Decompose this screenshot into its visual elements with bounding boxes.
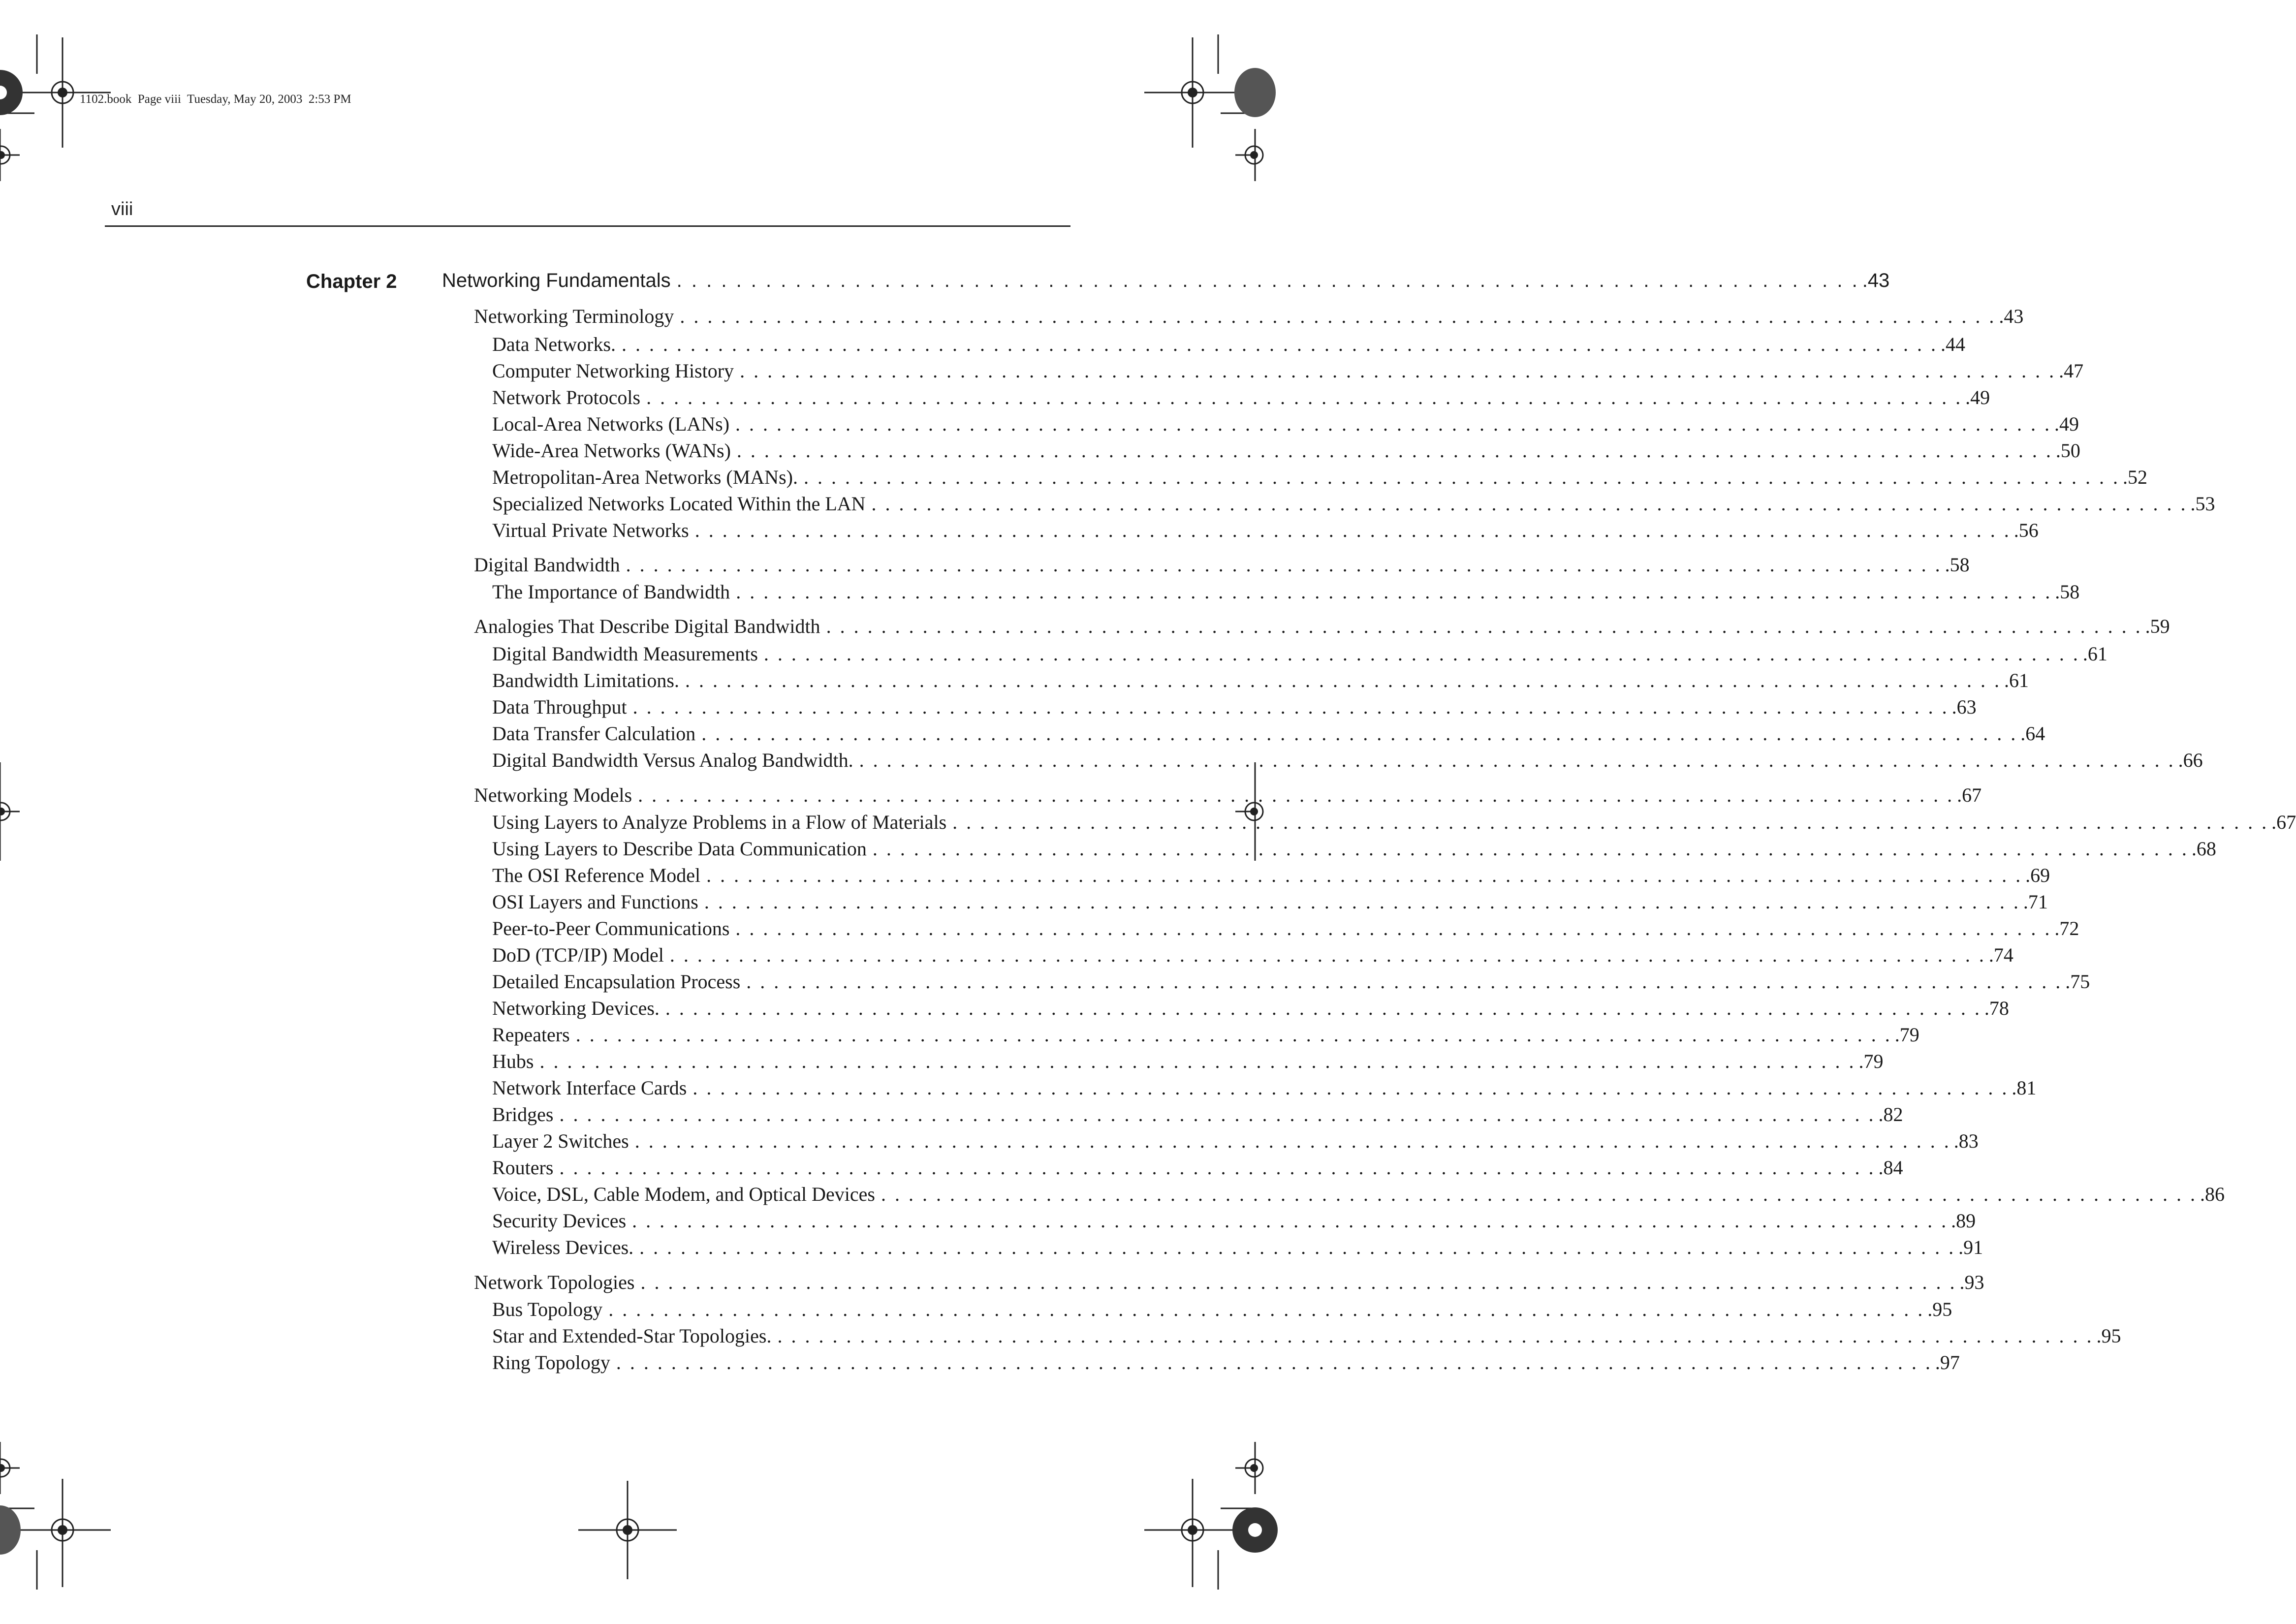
toc-entry-title: Digital Bandwidth [474,554,620,576]
toc-subsection-entry[interactable] [492,1023,1919,1046]
dot-leader: . . . . . . . . . . . . . . . . . . . . . . . . . . . . . . . . . . . . . . . . . . . . . . . . . . . . . . . . . . . . . . . . . . . . . . . . . . . . . . . . . . . . . . . . . . . . . . . . [646,386,1963,408]
toc-subsection-entry[interactable] [492,1324,2121,1347]
dot-leader: . . . . . . . . . . . . . . . . . . . . . . . . . . . . . . . . . . . . . . . . . . . . . . . . . . . . . . . . . . . . . . . . . . . . . . . . . . . . . . . . . . . . . . . . . . . . . . . . [694,519,2011,541]
dot-leader: . . . . . . . . . . . . . . . . . . . . . . . . . . . . . . . . . . . . . . . . . . . . . . . . . . . . . . . . . . . . . . . . . . . . . . . . . . . . . . . . . . . . . . . . . . . . . . . . [669,944,1986,966]
toc-entry-page: .49 [1965,386,1990,408]
toc-entry-title: Ring Topology [492,1351,610,1374]
toc-subsection-entry[interactable] [492,1236,1983,1259]
toc-entry-page: .67 [1957,784,1982,806]
toc-entry-page: .50 [2055,439,2080,462]
dot-leader: . . . . . . . . . . . . . . . . . . . . . . . . . . . . . . . . . . . . . . . . . . . . . . . . . . . . . . . . . . . . . . . . . . . . . . . . . . . . . . . . . . . . . . . . . . . . . . . . [746,970,2063,993]
toc-entry-page: .69 [2025,864,2050,886]
toc-subsection-entry[interactable] [492,642,2107,665]
toc-entry-title: Layer 2 Switches [492,1130,629,1152]
toc-entry-page: .61 [2004,669,2029,691]
toc-entry-page: .59 [2145,615,2170,637]
dot-leader: . . . . . . . . . . . . . . . . . . . . . . . . . . . . . . . . . . . . . . . . . . . . . . . . . . . . . . . . . . . . . . . . . . . . . . . . . . . . . . . . . . . . . . . . . . . . . . . . [736,439,2053,462]
crosshair-icon [1235,1442,1263,1494]
dot-leader: . . . . . . . . . . . . . . . . . . . . . . . . . . . . . . . . . . . . . . . . . . . . . . . . . . . . . . . . . . . . . . . . . . . . . . . . . . . . . . . . . . . . . . . . . . . . . . . . [680,305,1996,327]
toc-subsection-entry[interactable] [492,837,2216,860]
dot-leader: . . . . . . . . . . . . . . . . . . . . . . . . . . . . . . . . . . . . . . . . . . . . . . . . . . . . . . . . . . . . . . . . . . . . . . . . . . . . . . . . . . . . . . . . . . . . . . . . [871,493,2188,515]
toc-subsection-entry[interactable] [492,412,2079,436]
dot-leader: . . . . . . . . . . . . . . . . . . . . . . . . . . . . . . . . . . . . . . . . . . . . . . . . . . . . . . . . . . . . . . . . . . . . . . . . . . . . . . . . . . . . . . . . . . . . . . . . [634,1130,1951,1152]
dot-leader: . . . . . . . . . . . . . . . . . . . . . . . . . . . . . . . . . . . . . . . . . . . . . . . . . . . . . . . . . . . . . . . . . . . . . . . . . . . . . . . . . . . . . . . . . . . . . . . . [632,1210,1949,1232]
toc-subsection-entry[interactable] [492,811,2296,834]
toc-entry-page: .89 [1951,1210,1976,1232]
toc-entry-page: .63 [1951,696,1977,718]
toc-subsection-entry[interactable] [492,669,2029,692]
dot-leader: . . . . . . . . . . . . . . . . . . . . . . . . . . . . . . . . . . . . . . . . . . . . . . . . . . . . . . . . . . . . . . . . . . . . . . . . . . . . . . . . . . . . . . . . . . . . . . . . [777,1325,2094,1347]
toc-entry-title: Computer Networking History [492,360,734,382]
toc-entry-title: Networking Devices. [492,997,660,1019]
toc-entry-title: Data Transfer Calculation [492,722,696,745]
toc-entry-title: Using Layers to Describe Data Communication [492,838,867,860]
toc-entry-page: .72 [2054,917,2079,939]
dot-leader: . . . . . . . . . . . . . . . . . . . . . . . . . . . . . . . . . . . . . . . . . . . . . . . . . . . . . . . . . . . . . . . . . . . . . . . . . . . . . . . . . . . . . . . . . . . . . . . . [701,722,2018,745]
dot-leader: . . . . . . . . . . . . . . . . . . . . . . . . . . . . . . . . . . . . . . . . . . . . . . . . . . . . . . . . . . . . . . . . . . . . . . . . . . . . . . . . . . . . . . . . . . . . . . . . [640,1271,1957,1293]
page-number: viii [111,199,133,219]
toc-subsection-entry[interactable] [492,749,2203,772]
toc-subsection-entry[interactable] [492,580,2080,603]
toc-entry-title: Digital Bandwidth Versus Analog Bandwidth. [492,749,853,771]
dot-leader: . . . . . . . . . . . . . . . . . . . . . . . . . . . . . . . . . . . . . . . . . . . . . . . . . . . . . . . . . . . . . . . . . . . . . . . . . . . . . . . . . . . . . . . . . . . . . . . . [736,581,2052,603]
dot-leader: . . . . . . . . . . . . . . . . . . . . . . . . . . . . . . . . . . . . . . . . . . . . . . . . . . . . . . . . . . . . . . . . . . . . . . . . . . . . . . . . . . . . . . . . . . . . . . . . [735,413,2052,435]
toc-entry-title: The OSI Reference Model [492,864,701,886]
toc-entry-page: .97 [1935,1351,1960,1374]
toc-subsection-entry[interactable] [492,695,1977,718]
toc-entry-title: Bandwidth Limitations. [492,669,679,691]
toc-entry-title: Network Interface Cards [492,1077,687,1099]
toc-entry-title: Virtual Private Networks [492,519,689,541]
toc-entry-title: Wireless Devices. [492,1236,634,1258]
chapter-title-entry[interactable] [442,270,1890,292]
toc-entry-title: Using Layers to Analyze Problems in a Flow of Materials [492,811,947,833]
print-slug: 1102.book Page viii Tuesday, May 20, 2003 2:53 PM [80,93,351,106]
dot-leader: . . . . . . . . . . . . . . . . . . . . . . . . . . . . . . . . . . . . . . . . . . . . . . . . . . . . . . . . . . . . . . . . . . . . . . . . . . . . . . . . . . . . . . . . . . . . . . . . [559,1156,1876,1179]
crosshair-icon [1235,129,1263,181]
dot-leader: . . . . . . . . . . . . . . . . . . . . . . . . . . . . . . . . . . . . . . . . . . . . . . . . . . . . . . . . . . . . . . . . . . . . . . . . . . . . . . . . . . . . . . . . . . . . . . . . [616,1351,1932,1374]
dot-leader: . . . . . . . . . . . . . . . . . . . . . . . . . . . . . . . . . . . . . . . . . . . . . . . . . . . . . . . . . . . . . . . . . . . . . . . . . . . . . . . . . . . . . . . . . . . . . . . . [632,696,1949,718]
toc-entry-page: .71 [2023,891,2048,913]
dot-leader: . . . . . . . . . . . . . . . . . . . . . . . . . . . . . . . . . . . . . . . . . . . . . . . . . . . . . . . . . . . . . . . . . . . . . . . . . . . . . . . . . . . . . . . . . . . . . . . . [704,891,2020,913]
header-rule [105,225,1070,227]
dot-leader: . . . . . . . . . . . . . . . . . . . . . . . . . . . . . . . . . . . . . . . . . . . . . . . . . . . . . . . . . . . . . . . . . . . . . . . . . . . . . . . . . . . . . . . . . . . . . . . . [692,1077,2009,1099]
toc-entry-page: .86 [2200,1183,2225,1205]
toc-subsection-entry[interactable] [492,1103,1903,1126]
toc-entry-page: .75 [2065,970,2090,993]
toc-entry-title: Network Protocols [492,386,641,408]
dot-leader: . . . . . . . . . . . . . . . . . . . . . . . . . . . . . . . . . . . . . . . . . . . . . . . . . . . . . . . . . . . . . . . . . . . . . . . . . . . . . . . . . . . . . . . . . . . . . . . . [575,1024,1892,1046]
toc-entry-page: .79 [1894,1024,1919,1046]
dot-leader: . . . . . . . . . . . . . . . . . . . . . . . . . . . . . . . . . . . . . . . . . . . . . . . . . . . . . . . . . . . . . . . . . . . . . . . . . . . . . . . . . . . . . . . . . . . . . . . . [665,997,1981,1019]
toc-entry-page: .43 [1999,305,2024,327]
toc-section-entry[interactable] [474,553,1970,576]
toc-entry-title: Data Throughput [492,696,627,718]
toc-subsection-entry[interactable] [492,1298,1952,1321]
toc-entry-page: .61 [2082,643,2107,665]
toc-entry-page: .49 [2054,413,2079,435]
dot-leader: . . . . . . . . . . . . . . . . . . . . . . . . . . . . . . . . . . . . . . . . . . . . . . . . . . . . . . . . . . . . . . . . . . . . . . . . . . . . . . . . . . . . . . . . . . . . . . . . [763,643,2080,665]
toc-entry-page: .91 [1958,1236,1983,1258]
toc-section-entry[interactable] [474,1271,1984,1294]
toc-subsection-entry[interactable] [492,519,2039,542]
toc-entry-title: Repeaters [492,1024,570,1046]
dot-leader: . . . . . . . . . . . . . . . . . . . . . . . . . . . . . . . . . . . . . . . . . . . . . . . . . . . . . . . . . . . . . . . . . . . . . . . . . . . . . . . . . . . . . . . . . . . . . . . . [740,360,2056,382]
toc-entry-title: Detailed Encapsulation Process [492,970,741,993]
toc-subsection-entry[interactable] [492,359,2084,382]
toc-entry-title: Voice, DSL, Cable Modem, and Optical Devices [492,1183,875,1205]
toc-subsection-entry[interactable] [492,722,2045,745]
toc-subsection-entry[interactable] [492,1129,1979,1153]
toc-entry-title: Networking Terminology [474,305,674,327]
toc-entry-page: .82 [1878,1103,1903,1125]
toc-entry-page: .95 [2096,1325,2121,1347]
dot-leader: . . . . . . . . . . . . . . . . . . . . . . . . . . . . . . . . . . . . . . . . . . . . . . . . . . . . . . . . . . . . . . . . . . . . . . . . . . . . . . . . . . . . . . . . . . . . . . . . [881,1183,2197,1205]
dot-leader: . . . . . . . . . . . . . . . . . . . . . . . . . . . . . . . . . . . . . . . . . . . . . . . . . . . . . . . . . . . . . . . . . . . . . . . . . . . . . . . . . . . . . . . . . . . . . . . . [872,838,2189,860]
toc-entry-page: .58 [2055,581,2080,603]
toc-subsection-entry[interactable] [492,439,2080,462]
toc-entry-title: DoD (TCP/IP) Model [492,944,664,966]
dot-leader: . . . . . . . . . . . . . . . . . . . . . . . . . . . . . . . . . . . . . . . . . . . . . . . . . . . . . . . . . . . . . . . . . . . . . . . . . . . . . . . . [676,270,1859,291]
dot-leader: . . . . . . . . . . . . . . . . . . . . . . . . . . . . . . . . . . . . . . . . . . . . . . . . . . . . . . . . . . . . . . . . . . . . . . . . . . . . . . . . . . . . . . . . . . . . . . . . [803,466,2120,488]
dot-leader: . . . . . . . . . . . . . . . . . . . . . . . . . . . . . . . . . . . . . . . . . . . . . . . . . . . . . . . . . . . . . . . . . . . . . . . . . . . . . . . . . . . . . . . . . . . . . . . . [608,1298,1925,1320]
toc-entry-title: Bus Topology [492,1298,603,1320]
toc-entry-title: Security Devices [492,1210,627,1232]
toc-entry-page: .79 [1858,1050,1884,1072]
toc-subsection-entry[interactable] [492,1156,1903,1179]
dot-leader: . . . . . . . . . . . . . . . . . . . . . . . . . . . . . . . . . . . . . . . . . . . . . . . . . . . . . . . . . . . . . . . . . . . . . . . . . . . . . . . . . . . . . . . . . . . . . . . . [638,784,1954,806]
toc-entry-title: Digital Bandwidth Measurements [492,643,758,665]
toc-subsection-entry[interactable] [492,864,2050,887]
toc-entry-page: .66 [2178,749,2203,771]
toc-entry-title: Routers [492,1156,554,1179]
toc-entry-page: .52 [2122,466,2147,488]
dot-leader: . . . . . . . . . . . . . . . . . . . . . . . . . . . . . . . . . . . . . . . . . . . . . . . . . . . . . . . . . . . . . . . . . . . . . . . . . . . . . . . . . . . . . . . . . . . . . . . . [539,1050,1856,1072]
toc-entry-title: Data Networks. [492,333,616,355]
toc-subsection-entry[interactable] [492,1076,2037,1099]
dot-leader: . . . . . . . . . . . . . . . . . . . . . . . . . . . . . . . . . . . . . . . . . . . . . . . . . . . . . . . . . . . . . . . . . . . . . . . . . . . . . . . . . . . . . . . . . . . . . . . . [706,864,2023,886]
toc-entry-page: .84 [1878,1156,1903,1179]
toc-entry-title: Bridges [492,1103,554,1125]
toc-entry-title: The Importance of Bandwidth [492,581,730,603]
star-target-icon [0,70,23,115]
toc-subsection-entry[interactable] [492,1209,1976,1232]
toc-subsection-entry[interactable] [492,917,2079,940]
toc-subsection-entry[interactable] [492,970,2090,993]
chapter-page: .43 [1862,270,1890,291]
dot-leader: . . . . . . . . . . . . . . . . . . . . . . . . . . . . . . . . . . . . . . . . . . . . . . . . . . . . . . . . . . . . . . . . . . . . . . . . . . . . . . . . . . . . . . . . . . . . . . . . [639,1236,1956,1258]
toc-entry-title: Analogies That Describe Digital Bandwidth [474,615,820,637]
toc-entry-page: .58 [1945,554,1970,576]
toc-entry-title: Peer-to-Peer Communications [492,917,730,939]
toc-subsection-entry[interactable] [492,1050,1884,1073]
toc-entry-page: .78 [1984,997,2009,1019]
dot-leader: . . . . . . . . . . . . . . . . . . . . . . . . . . . . . . . . . . . . . . . . . . . . . . . . . . . . . . . . . . . . . . . . . . . . . . . . . . . . . . . . . . . . . . . . . . . . . . . . [826,615,2142,637]
toc-entry-title: Star and Extended-Star Topologies. [492,1325,772,1347]
toc-subsection-entry[interactable] [492,943,2013,967]
toc-entry-page: .67 [2271,811,2296,833]
toc-entry-title: Network Topologies [474,1271,635,1293]
dot-leader: . . . . . . . . . . . . . . . . . . . . . . . . . . . . . . . . . . . . . . . . . . . . . . . . . . . . . . . . . . . . . . . . . . . . . . . . . . . . . . . . . . . . . . . . . . . . . . . . [952,811,2269,833]
star-target-icon [1232,1507,1278,1553]
toc-entry-title: OSI Layers and Functions [492,891,698,913]
chapter-label: Chapter 2 [306,271,397,292]
toc-subsection-entry[interactable] [492,466,2147,489]
toc-section-entry[interactable] [474,615,2170,638]
toc-subsection-entry[interactable] [492,890,2048,913]
toc-subsection-entry[interactable] [492,492,2215,515]
toc-subsection-entry[interactable] [492,997,2009,1020]
toc-subsection-entry[interactable] [492,333,1966,356]
toc-entry-title: Local-Area Networks (LANs) [492,413,730,435]
toc-entry-page: .64 [2020,722,2045,745]
toc-entry-title: Hubs [492,1050,534,1072]
dot-leader: . . . . . . . . . . . . . . . . . . . . . . . . . . . . . . . . . . . . . . . . . . . . . . . . . . . . . . . . . . . . . . . . . . . . . . . . . . . . . . . . . . . . . . . . . . . . . . . . [559,1103,1876,1125]
toc-entry-title: Metropolitan-Area Networks (MANs). [492,466,798,488]
toc-entry-page: .56 [2013,519,2039,541]
dot-leader: . . . . . . . . . . . . . . . . . . . . . . . . . . . . . . . . . . . . . . . . . . . . . . . . . . . . . . . . . . . . . . . . . . . . . . . . . . . . . . . . . . . . . . . . . . . . . . . . [626,554,1942,576]
chapter-title: Networking Fundamentals [442,270,671,291]
toc-entry-page: .74 [1988,944,2013,966]
toc-entry-title: Specialized Networks Located Within the LAN [492,493,866,515]
dot-leader: . . . . . . . . . . . . . . . . . . . . . . . . . . . . . . . . . . . . . . . . . . . . . . . . . . . . . . . . . . . . . . . . . . . . . . . . . . . . . . . . . . . . . . . . . . . . . . . . [685,669,2001,691]
toc-section-entry[interactable] [474,305,2024,328]
toc-entry-page: .68 [2191,838,2216,860]
dot-leader: . . . . . . . . . . . . . . . . . . . . . . . . . . . . . . . . . . . . . . . . . . . . . . . . . . . . . . . . . . . . . . . . . . . . . . . . . . . . . . . . . . . . . . . . . . . . . . . . [735,917,2052,939]
toc-subsection-entry[interactable] [492,386,1990,409]
toc-entry-page: .95 [1927,1298,1952,1320]
toc-entry-page: .93 [1959,1271,1984,1293]
toc-entry-title: Wide-Area Networks (WANs) [492,439,731,462]
toc-entry-page: .44 [1941,333,1966,355]
toc-entry-page: .83 [1953,1130,1979,1152]
dot-leader: . . . . . . . . . . . . . . . . . . . . . . . . . . . . . . . . . . . . . . . . . . . . . . . . . . . . . . . . . . . . . . . . . . . . . . . . . . . . . . . . . . . . . . . . . . . . . . . . [622,333,1938,355]
toc-section-entry[interactable] [474,783,1982,807]
toc-subsection-entry[interactable] [492,1351,1960,1374]
dot-leader: . . . . . . . . . . . . . . . . . . . . . . . . . . . . . . . . . . . . . . . . . . . . . . . . . . . . . . . . . . . . . . . . . . . . . . . . . . . . . . . . . . . . . . . . . . . . . . . . [859,749,2175,771]
toc-entry-page: .47 [2059,360,2084,382]
toc-entry-page: .53 [2190,493,2215,515]
toc-subsection-entry[interactable] [492,1183,2225,1206]
toc-entry-title: Networking Models [474,784,632,806]
toc-entry-page: .81 [2012,1077,2037,1099]
